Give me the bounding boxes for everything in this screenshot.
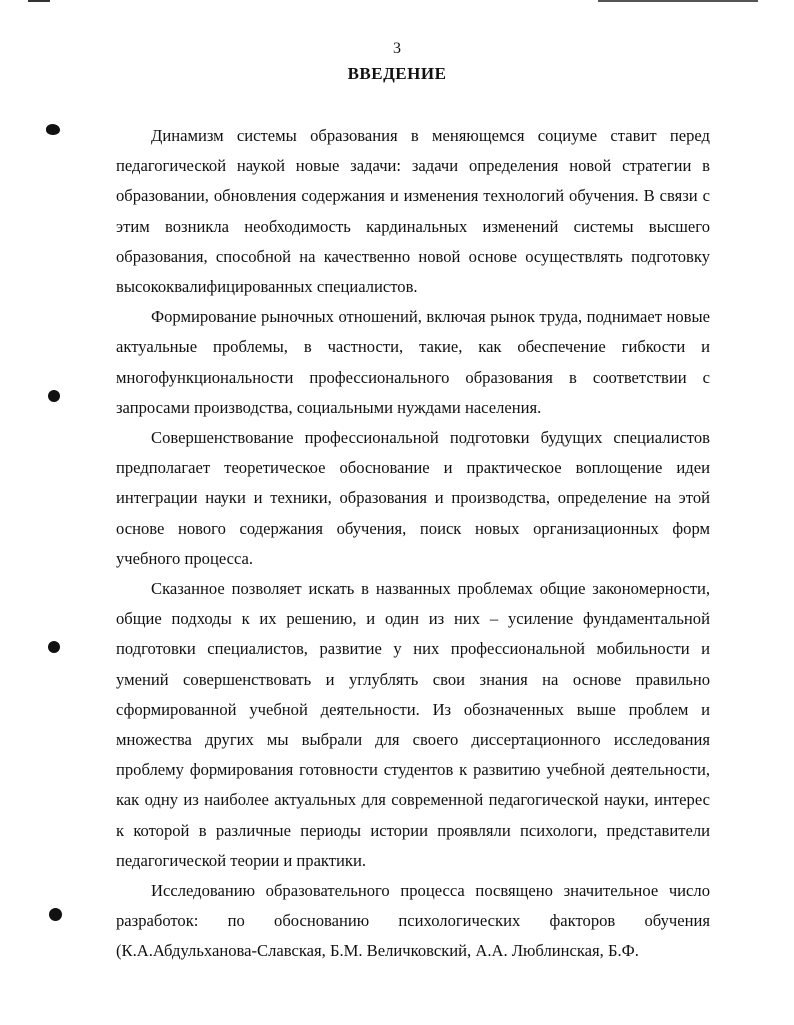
scan-top-mark-right bbox=[598, 0, 758, 2]
binding-hole-mark bbox=[49, 908, 62, 921]
page-number: 3 bbox=[393, 40, 401, 57]
paragraph: Сказанное позволяет искать в названных проблемах общие закономерности, общие подходы к их решению, и один из них – усиление фундаментальной подготовки специалистов, развитие у них профессиональной мобильности и умений совершенствовать и углублять свои знания на основе правильно сформированной учебной деятельности. Из обозначенных выше проблем и множества других мы выбрали для своего диссертационного исследования проблему формирования готовности студентов к развитию учебной деятельности, как одну из наиболее актуальных для современной педагогической науки, интерес к которой в различные периоды истории проявляли психологи, представители педагогической теории и практики. bbox=[116, 579, 710, 870]
binding-hole-mark bbox=[48, 390, 60, 402]
scan-top-mark-left bbox=[28, 0, 50, 2]
binding-hole-mark bbox=[46, 124, 60, 135]
section-heading: ВВЕДЕНИЕ bbox=[347, 64, 447, 83]
paragraph: Формирование рыночных отношений, включая рынок труда, поднимает новые актуальные проблемы, в частности, такие, как обеспечение гибкости и многофункциональности профессионального образования в соответствии с запросами производства, социальными нуждами населения. bbox=[116, 307, 710, 417]
paragraph: Совершенствование профессиональной подготовки будущих специалистов предполагает теоретическое обоснование и практическое воплощение идеи интеграции науки и техники, образования и производства, определение на этой основе нового содержания обучения, поиск новых организационных форм учебного процесса. bbox=[116, 428, 710, 568]
binding-hole-mark bbox=[48, 641, 60, 653]
paragraph: Динамизм системы образования в меняющемся социуме ставит перед педагогической наукой новые задачи: задачи определения новой стратегии в образовании, обновления содержания и изменения технологий обучения. В связи с этим возникла необходимость кардинальных изменений системы высшего образования, способной на качественно новой основе осуществлять подготовку высококвалифицированных специалистов. bbox=[116, 126, 710, 297]
document-body bbox=[116, 121, 710, 967]
paragraph: Исследованию образовательного процесса посвящено значительное число разработок: по обоснованию психологических факторов обучения (К.А.Абдульханова-Славская, Б.М. Величковский, А.А. Люблинская, Б.Ф. bbox=[116, 881, 710, 961]
